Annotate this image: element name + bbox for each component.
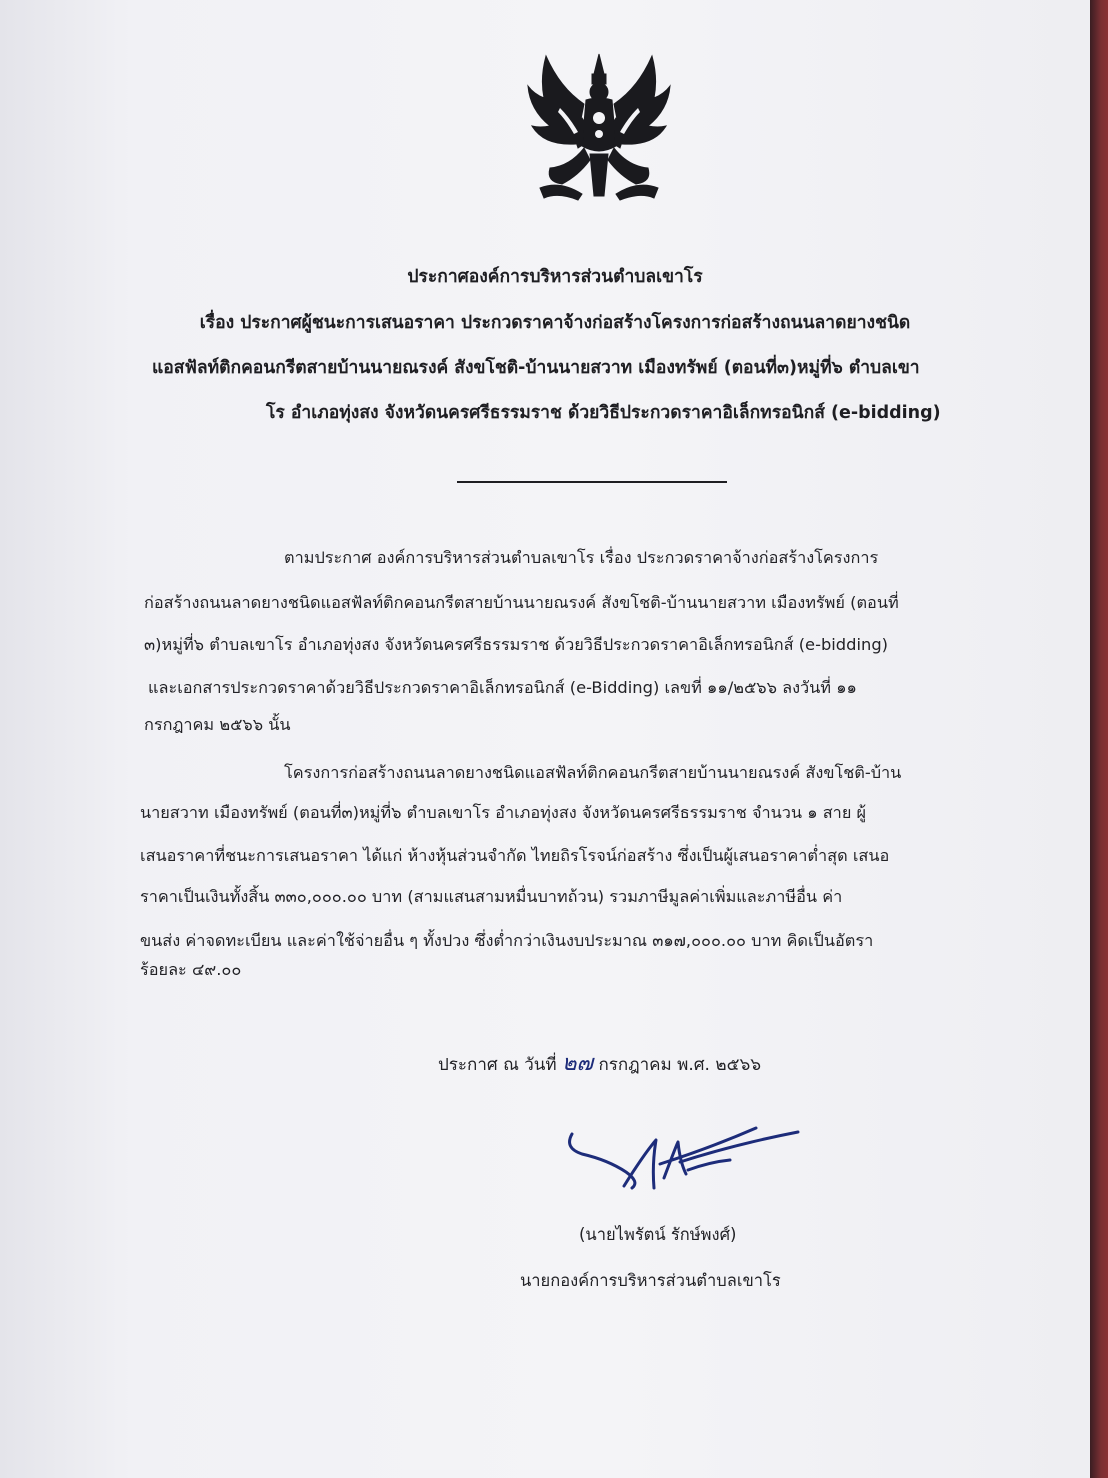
paragraph-2-line: ร้อยละ ๔๙.๐๐ <box>140 960 242 979</box>
paragraph-2-line: ราคาเป็นเงินทั้งสิ้น ๓๓๐,๐๐๐.๐๐ บาท (สามแสนสามหมื่นบาทถ้วน) รวมภาษีมูลค่าเพิ่มและภาษีอื่น ค่า <box>140 887 843 906</box>
subject-line-2: แอสฟัลท์ติกคอนกรีตสายบ้านนายณรงค์ สังขโชติ-บ้านนายสวาท เมืองทรัพย์ (ตอนที่๓)หมู่ที่๖ ตำบลเขา <box>152 358 920 378</box>
subject-line-3: โร อำเภอทุ่งสง จังหวัดนครศรีธรรมราช ด้วยวิธีประกวดราคาอิเล็กทรอนิกส์ (e-bidding) <box>266 403 941 423</box>
paragraph-2-line: โครงการก่อสร้างถนนลาดยางชนิดแอสฟัลท์ติกคอนกรีตสายบ้านนายณรงค์ สังขโชติ-บ้าน <box>284 763 902 782</box>
announcement-heading: ประกาศองค์การบริหารส่วนตำบลเขาโร <box>407 267 703 287</box>
paragraph-2-line: เสนอราคาที่ชนะการเสนอราคา ได้แก่ ห้างหุ้นส่วนจำกัด ไทยถิรโรจน์ก่อสร้าง ซึ่งเป็นผู้เสนอราคาต่ำสุด เสนอ <box>140 846 890 865</box>
paragraph-2-line: นายสวาท เมืองทรัพย์ (ตอนที่๓)หมู่ที่๖ ตำบลเขาโร อำเภอทุ่งสง จังหวัดนครศรีธรรมราช จำนวน ๑ สาย ผู้ <box>140 803 867 822</box>
signatory-name: (นายไพรัตน์ รักษ์พงศ์) <box>579 1225 737 1244</box>
garuda-emblem-icon <box>520 48 678 204</box>
subject-line-1: เรื่อง ประกาศผู้ชนะการเสนอราคา ประกวดราคาจ้างก่อสร้างโครงการก่อสร้างถนนลาดยางชนิด <box>199 313 911 333</box>
date-prefix: ประกาศ ณ วันที่ <box>438 1055 557 1075</box>
signatory-title: นายกองค์การบริหารส่วนตำบลเขาโร <box>520 1271 781 1290</box>
paragraph-1-line: และเอกสารประกวดราคาด้วยวิธีประกวดราคาอิเล็กทรอนิกส์ (e-Bidding) เลขที่ ๑๑/๒๕๖๖ ลงวันที่ ๑๑ <box>148 678 857 697</box>
signature-icon <box>560 1118 805 1198</box>
paragraph-1-line: ก่อสร้างถนนลาดยางชนิดแอสฟัลท์ติกคอนกรีตสายบ้านนายณรงค์ สังขโชติ-บ้านนายสวาท เมืองทรัพย์ (ตอนที่ <box>144 593 899 612</box>
date-suffix: กรกฎาคม พ.ศ. ๒๕๖๖ <box>598 1055 762 1075</box>
divider-rule <box>457 481 727 483</box>
background-surface <box>1090 0 1108 1478</box>
paragraph-2-line: ขนส่ง ค่าจดทะเบียน และค่าใช้จ่ายอื่น ๆ ทั้งปวง ซึ่งต่ำกว่าเงินงบประมาณ ๓๑๗,๐๐๐.๐๐ บาท คิดเป็นอัตรา <box>140 931 874 950</box>
paragraph-1-line: กรกฎาคม ๒๕๖๖ นั้น <box>144 715 291 734</box>
announcement-date <box>438 1045 761 1080</box>
handwritten-day: ๒๗ <box>562 1051 594 1076</box>
paragraph-1-line: ตามประกาศ องค์การบริหารส่วนตำบลเขาโร เรื่อง ประกวดราคาจ้างก่อสร้างโครงการ <box>284 548 879 567</box>
paragraph-1-line: ๓)หมู่ที่๖ ตำบลเขาโร อำเภอทุ่งสง จังหวัดนครศรีธรรมราช ด้วยวิธีประกวดราคาอิเล็กทรอนิกส์ (e-bidding) <box>144 635 889 654</box>
